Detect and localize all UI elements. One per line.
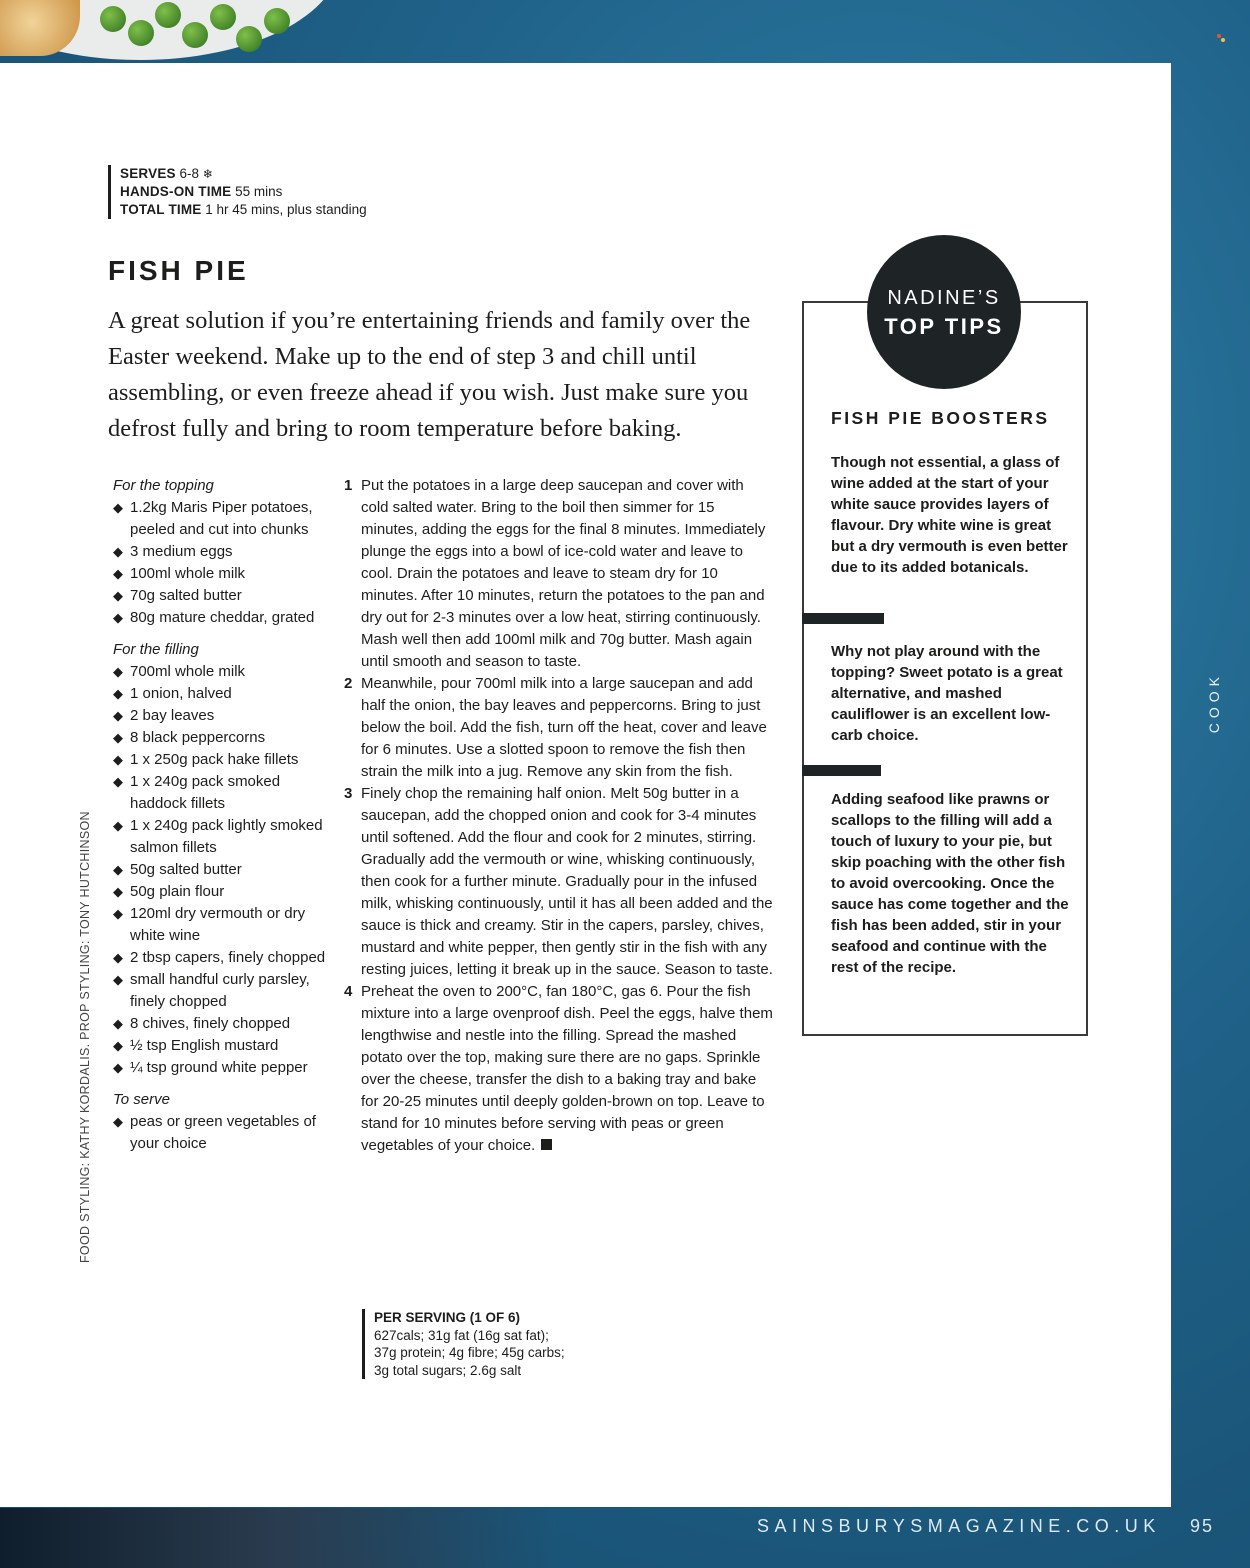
ingredient-item: ◆ 1 onion, halved bbox=[113, 683, 338, 705]
recipe-title: FISH PIE bbox=[108, 255, 249, 286]
pea-image bbox=[100, 6, 126, 32]
method-step bbox=[344, 981, 774, 1157]
nutrition-line: 37g protein; 4g fibre; 45g carbs; bbox=[374, 1345, 565, 1360]
nutrition-heading bbox=[374, 1309, 565, 1327]
bottom-cloth-photo bbox=[0, 1508, 560, 1568]
hands-on-row bbox=[120, 183, 367, 201]
step-number: 4 bbox=[344, 983, 353, 1000]
page-number: 95 bbox=[1190, 1516, 1215, 1536]
method-step bbox=[344, 783, 774, 981]
method-step bbox=[344, 475, 774, 673]
tip-text: Why not play around with the topping? Sweet potato is a great alternative, and mashed cauliflower is an excellent low-carb choice. bbox=[831, 643, 1063, 744]
ingredient-item: ◆ 50g plain flour bbox=[113, 881, 338, 903]
ingredient-item: ◆ peas or green vegetables of your choice bbox=[113, 1111, 338, 1155]
step-number: 1 bbox=[344, 477, 353, 494]
topping-heading: For the topping bbox=[113, 477, 214, 494]
tip-text: Though not essential, a glass of wine added at the start of your white sauce provides layers of flavour. Dry white wine is great but a dry vermouth is even better due to its added botanicals. bbox=[831, 454, 1068, 576]
ingredient-item: ◆ ½ tsp English mustard bbox=[113, 1035, 338, 1057]
total-time-value: 1 hr 45 mins, plus standing bbox=[205, 202, 367, 217]
step-text: Put the potatoes in a large deep saucepan and cover with cold salted water. Bring to the boil then simmer for 15 minutes, adding the eggs for the final 8 minutes. Immediately plunge the eggs into a bowl of ice-cold water and leave to cool. Drain the potatoes and leave to steam dry for 10 minutes. After 10 minutes, return the potatoes to the pan and dry out for 2-3 minutes over a low heat, stirring continuously. Mash well then add 100ml milk and 70g butter. Mash again until smooth and season to taste. bbox=[361, 477, 766, 670]
method-step bbox=[344, 673, 774, 783]
ingredient-item: ◆ 100ml whole milk bbox=[113, 563, 338, 585]
end-mark-icon bbox=[541, 1139, 552, 1150]
tips-badge-line1: NADINE’S bbox=[887, 287, 1001, 309]
ingredient-item: ◆ 3 medium eggs bbox=[113, 541, 338, 563]
freeze-icon: ❄ bbox=[202, 167, 213, 181]
tips-badge-line2: TOP TIPS bbox=[884, 314, 1004, 339]
ingredient-item: ◆ small handful curly parsley, finely chopped bbox=[113, 969, 338, 1013]
recipe-meta bbox=[108, 165, 367, 219]
total-time-row bbox=[120, 201, 367, 219]
tip-text: Adding seafood like prawns or scallops to the filling will add a touch of luxury to your pie, but skip poaching with the other fish to avoid overcooking. Once the sauce has come together and the fish has been added, stir in your seafood and continue with the rest of the recipe. bbox=[831, 791, 1069, 976]
serves-row bbox=[120, 165, 367, 183]
pea-image bbox=[264, 8, 290, 34]
topping-list bbox=[113, 497, 338, 629]
nutrition-line: 627cals; 31g fat (16g sat fat); bbox=[374, 1327, 549, 1343]
filling-heading: For the filling bbox=[113, 641, 199, 658]
tips-divider bbox=[802, 765, 881, 776]
step-number: 3 bbox=[344, 785, 353, 802]
section-label: COOK bbox=[1206, 672, 1222, 734]
tips-badge bbox=[867, 235, 1021, 389]
recipe-page bbox=[0, 63, 1171, 1507]
ingredient-item: ◆ 8 chives, finely chopped bbox=[113, 1013, 338, 1035]
ingredient-item: ◆ 700ml whole milk bbox=[113, 661, 338, 683]
ingredient-item: ◆ 50g salted butter bbox=[113, 859, 338, 881]
pea-image bbox=[155, 2, 181, 28]
method-column bbox=[344, 475, 774, 1157]
serve-list bbox=[113, 1111, 338, 1155]
ingredient-item: ◆ 80g mature cheddar, grated bbox=[113, 607, 338, 629]
step-text: Meanwhile, pour 700ml milk into a large saucepan and add half the onion, the bay leaves and peppercorns. Bring to just below the boil. Add the fish, turn off the heat, cover and leave for 6 minutes. Use a slotted spoon to remove the fish then strain the milk into a jug. Remove any skin from the fish. bbox=[361, 675, 767, 780]
ingredient-item: ◆ 1 x 240g pack lightly smoked salmon fillets bbox=[113, 815, 338, 859]
nutrition-heading-text: PER SERVING (1 OF 6) bbox=[374, 1310, 521, 1325]
hands-on-value: 55 mins bbox=[235, 184, 283, 199]
decorative-dots bbox=[1216, 30, 1226, 40]
step-text: Finely chop the remaining half onion. Melt 50g butter in a saucepan, add the chopped onion and cook for 3-4 minutes until softened. Add the flour and cook for 2 minutes, stirring. Gradually add the vermouth or wine, whisking continuously, then cook for a further minute. Gradually pour in the infused milk, whisking continuously, until it has all been added and the sauce is thick and creamy. Stir in the capers, parsley, chives, mustard and white pepper, then gently stir in the fish with any resting juices, letting it break up in the sauce. Season to taste. bbox=[361, 785, 773, 978]
serve-heading: To serve bbox=[113, 1091, 170, 1108]
ingredient-item: ◆ 2 bay leaves bbox=[113, 705, 338, 727]
tips-heading: FISH PIE BOOSTERS bbox=[831, 408, 1050, 428]
nutrition-info bbox=[362, 1309, 565, 1379]
photo-credits: FOOD STYLING: KATHY KORDALIS. PROP STYLING: TONY HUTCHINSON bbox=[78, 811, 92, 1263]
top-food-photo bbox=[0, 0, 1250, 64]
pea-image bbox=[236, 26, 262, 52]
ingredient-item: ◆ 1 x 240g pack smoked haddock fillets bbox=[113, 771, 338, 815]
pea-image bbox=[182, 22, 208, 48]
pea-image bbox=[128, 20, 154, 46]
step-number: 2 bbox=[344, 675, 353, 692]
ingredient-item: ◆ 1 x 250g pack hake fillets bbox=[113, 749, 338, 771]
pea-image bbox=[210, 4, 236, 30]
serves-label: SERVES bbox=[120, 166, 176, 181]
ingredient-item: ◆ ¼ tsp ground white pepper bbox=[113, 1057, 338, 1079]
nutrition-line: 3g total sugars; 2.6g salt bbox=[374, 1362, 522, 1378]
step-text-wrapper bbox=[361, 981, 774, 1157]
ingredients-column bbox=[113, 475, 338, 1165]
total-time-label: TOTAL TIME bbox=[120, 202, 202, 217]
serves-value: 6-8 bbox=[179, 166, 200, 181]
recipe-intro: A great solution if you’re entertaining friends and family over the Easter weekend. Make up to the end of step 3 and chill until assembling, or even freeze ahead if you wish. Just make sure you defrost fully and bring to room temperature before baking. bbox=[108, 307, 751, 442]
ingredient-item: ◆ 70g salted butter bbox=[113, 585, 338, 607]
step-text: Preheat the oven to 200°C, fan 180°C, gas 6. Pour the fish mixture into a large ovenproof dish. Peel the eggs, halve them lengthwise and nestle into the filling. Spread the mashed potato over the top, making sure there are no gaps. Sprinkle over the cheese, transfer the dish to a baking tray and bake for 20-25 minutes until deeply golden-brown on top. Leave to stand for 10 minutes before serving with peas or green vegetables of your choice. bbox=[361, 983, 773, 1154]
hands-on-label: HANDS-ON TIME bbox=[120, 184, 232, 199]
footer-website: SAINSBURYSMAGAZINE.CO.UK bbox=[757, 1516, 1161, 1536]
ingredient-item: ◆ 120ml dry vermouth or dry white wine bbox=[113, 903, 338, 947]
ingredient-item: ◆ 8 black peppercorns bbox=[113, 727, 338, 749]
ingredient-item: ◆ 2 tbsp capers, finely chopped bbox=[113, 947, 338, 969]
filling-list bbox=[113, 661, 338, 1079]
ingredient-item: ◆ 1.2kg Maris Piper potatoes, peeled and cut into chunks bbox=[113, 497, 338, 541]
tips-divider bbox=[802, 613, 884, 624]
